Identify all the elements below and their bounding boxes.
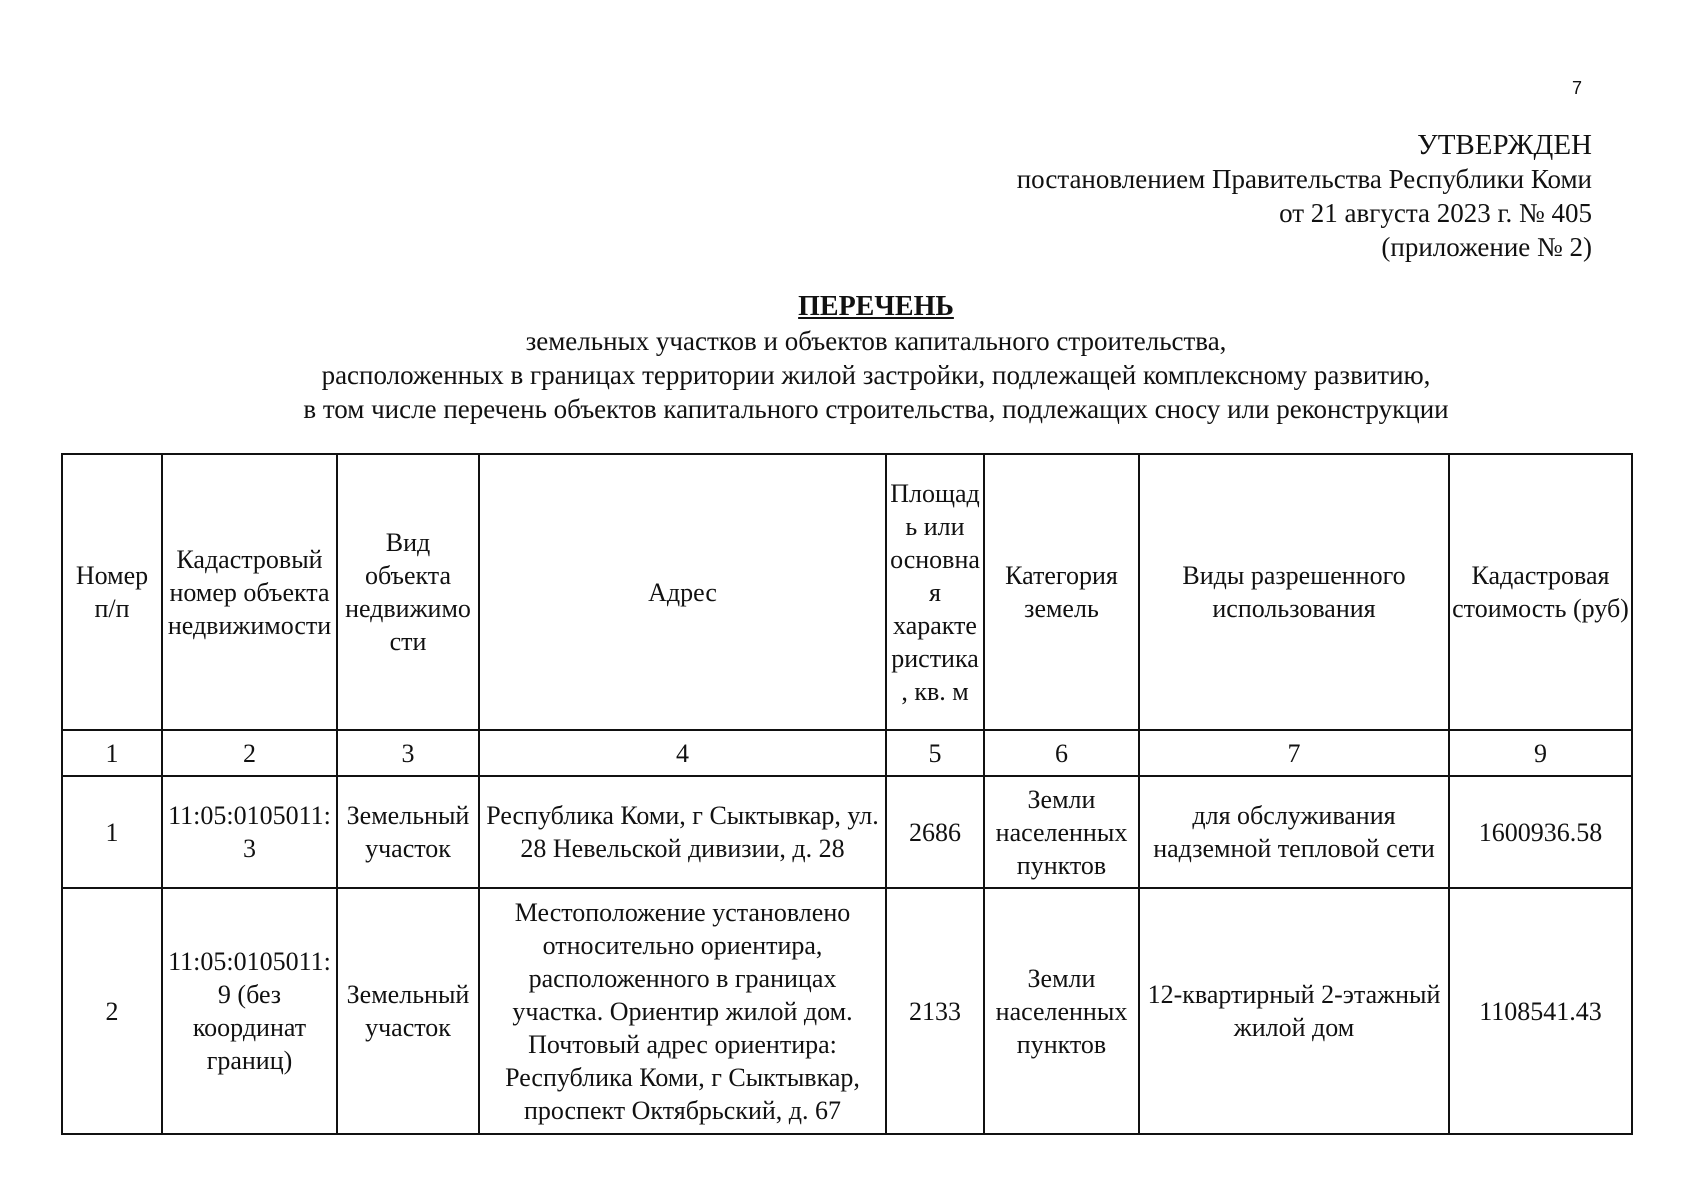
cell-object-type: Земельный участок xyxy=(337,888,479,1134)
header-address: Адрес xyxy=(479,454,886,730)
cell-cadastral-value: 1600936.58 xyxy=(1449,776,1632,888)
column-number: 6 xyxy=(984,730,1139,776)
table-header-row xyxy=(62,454,1632,730)
header-cadastral-number: Кадастровый номер объекта недвижимости xyxy=(162,454,337,730)
approval-line-2: от 21 августа 2023 г. № 405 xyxy=(1279,198,1592,228)
heading-line-1: земельных участков и объектов капитального строительства, xyxy=(525,326,1227,356)
approval-block xyxy=(1017,128,1592,264)
header-permitted-use: Виды разрешенного использования xyxy=(1139,454,1449,730)
cell-land-category: Земли населенных пунктов xyxy=(984,888,1139,1134)
heading-line-2: расположенных в границах территории жилой застройки, подлежащей комплексному развитию, xyxy=(321,360,1431,390)
registry-table xyxy=(61,453,1633,1135)
approval-title: УТВЕРЖДЕН xyxy=(1417,129,1592,161)
cell-address: Республика Коми, г Сыктывкар, ул. 28 Невельской дивизии, д. 28 xyxy=(479,776,886,888)
cell-area: 2686 xyxy=(886,776,984,888)
cell-permitted-use: 12-квартирный 2-этажный жилой дом xyxy=(1139,888,1449,1134)
table-row xyxy=(62,776,1632,888)
column-number: 2 xyxy=(162,730,337,776)
document-title: ПЕРЕЧЕНЬ xyxy=(798,291,954,322)
cell-permitted-use: для обслуживания надземной тепловой сети xyxy=(1139,776,1449,888)
column-number: 4 xyxy=(479,730,886,776)
table-column-numbers-row xyxy=(62,730,1632,776)
column-number: 9 xyxy=(1449,730,1632,776)
approval-line-3: (приложение № 2) xyxy=(1381,232,1592,262)
page-number: 7 xyxy=(1572,78,1583,98)
cell-address: Местоположение установлено относительно ориентира, расположенного в границах участка. Ориентир жилой дом. Почтовый адрес ориентира: Республика Коми, г Сыктывкар, проспект Октябрьский, д. 67 xyxy=(479,888,886,1134)
column-number: 1 xyxy=(62,730,162,776)
approval-line-1: постановлением Правительства Республики Коми xyxy=(1016,164,1592,194)
cell-cadastral-value: 1108541.43 xyxy=(1449,888,1632,1134)
header-area: Площадь или основная характеристика, кв. м xyxy=(886,454,984,730)
header-object-type: Вид объекта недвижимости xyxy=(337,454,479,730)
cell-number: 1 xyxy=(62,776,162,888)
header-number: Номер п/п xyxy=(62,454,162,730)
cell-cadastral-number: 11:05:0105011:3 xyxy=(162,776,337,888)
column-number: 3 xyxy=(337,730,479,776)
heading-line-3: в том числе перечень объектов капитального строительства, подлежащих сносу или реконструкции xyxy=(303,394,1449,424)
column-number: 7 xyxy=(1139,730,1449,776)
header-cadastral-value: Кадастровая стоимость (руб) xyxy=(1449,454,1632,730)
document-heading xyxy=(0,290,1693,426)
table-row xyxy=(62,888,1632,1134)
cell-cadastral-number: 11:05:0105011:9 (без координат границ) xyxy=(162,888,337,1134)
cell-number: 2 xyxy=(62,888,162,1134)
cell-object-type: Земельный участок xyxy=(337,776,479,888)
cell-area: 2133 xyxy=(886,888,984,1134)
column-number: 5 xyxy=(886,730,984,776)
header-land-category: Категория земель xyxy=(984,454,1139,730)
cell-land-category: Земли населенных пунктов xyxy=(984,776,1139,888)
